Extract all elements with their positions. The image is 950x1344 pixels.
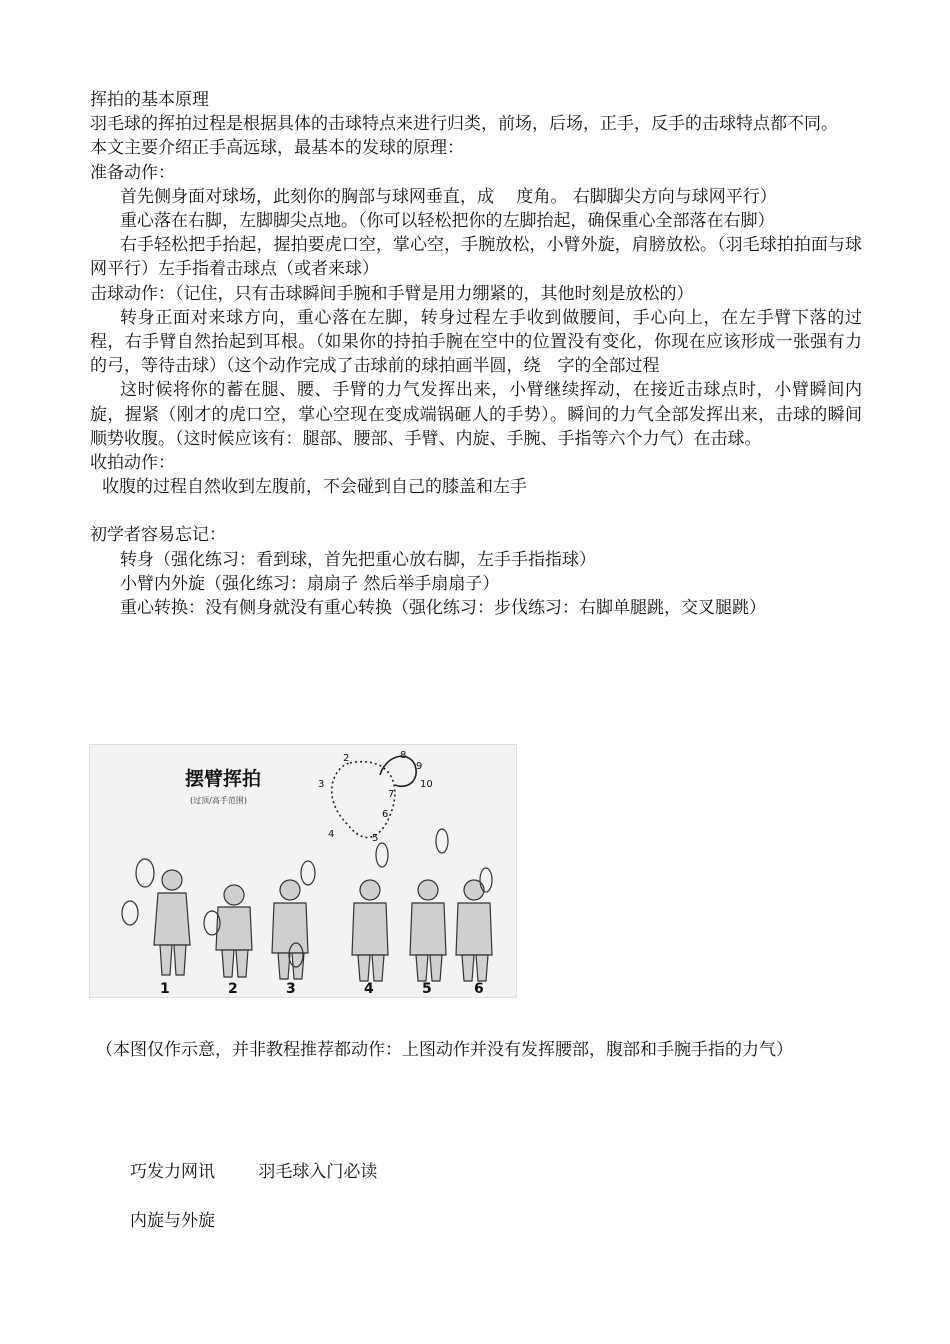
hit-step-2: 这时候将你的蓄在腿、腰、手臂的力气发挥出来，小臂继续挥动，在接近击球点时，小臂瞬间内旋，握紧（刚才的虎口空，掌心空现在变成端锅砸人的手势）。瞬间的力气全部发挥出来，击球的瞬间顺势收腹。（这时候应该有：腿部、腰部、手臂、内旋、手腕、手指等六个力气）在击球。 xyxy=(90,380,862,449)
prep-heading: 准备动作： xyxy=(90,162,175,183)
spacer xyxy=(90,499,862,523)
orbit-label: 10 xyxy=(420,779,433,790)
link-badminton-intro[interactable]: 羽毛球入门必读 xyxy=(258,1162,378,1182)
step-label: 2 xyxy=(228,981,238,997)
link-pronation-supination[interactable]: 内旋与外旋 xyxy=(130,1211,215,1231)
follow-heading: 收拍动作： xyxy=(90,453,175,474)
hit-step-1: 转身正面对来球方向，重心落在左脚，转身过程左手收到做腰间，手心向上，在左手臂下落的过程，右手臂自然抬起到耳根。（如果你的持拍手腕在空中的位置没有变化，你现在应该形成一张强有力的弓，等待击球）（这个动作完成了击球前的球拍画半圆，绕 字的全部过程 xyxy=(90,307,862,377)
orbit-label: 8 xyxy=(400,750,407,761)
step-label: 4 xyxy=(364,981,374,997)
beginner-tip-2: 小臂内外旋（强化练习：扇扇子 然后举手扇扇子） xyxy=(120,573,500,594)
intro-paragraph: 羽毛球的挥拍过程是根据具体的击球特点来进行归类，前场，后场，正手，反手的击球特点都不同。 xyxy=(90,114,838,135)
beginner-tip-3: 重心转换：没有侧身就没有重心转换（强化练习：步伐练习：右脚单腿跳，交叉腿跳） xyxy=(120,598,766,619)
orbit-label: 3 xyxy=(318,779,325,790)
link-qiaofali[interactable]: 巧发力网讯 xyxy=(130,1162,215,1182)
orbit-label: 9 xyxy=(416,761,423,772)
beginner-tip-1: 转身（强化练习：看到球，首先把重心放右脚，左手手指指球） xyxy=(120,549,596,570)
prep-step-3: 右手轻松把手抬起，握拍要虎口空，掌心空，手腕放松，小臂外旋，肩膀放松。（羽毛球拍拍面与球网平行）左手指着击球点（或者来球） xyxy=(90,235,862,280)
orbit-label: 6 xyxy=(382,809,389,820)
intro-paragraph-2: 本文主要介绍正手高远球，最基本的发球的原理： xyxy=(90,138,464,159)
step-label: 3 xyxy=(286,981,296,997)
doc-title: 挥拍的基本原理 xyxy=(90,90,209,110)
prep-step-1: 首先侧身面对球场，此刻你的胸部与球网垂直，成 度角。 右脚脚尖方向与球网平行） xyxy=(120,186,777,207)
prep-step-2: 重心落在右脚，左脚脚尖点地。（你可以轻松把你的左脚抬起，确保重心全部落在右脚） xyxy=(120,211,775,232)
document-body xyxy=(90,88,862,620)
swing-diagram-figure xyxy=(89,744,517,998)
figure-title: 摆臂挥拍 xyxy=(185,768,262,790)
figure-caption: （本图仅作示意，并非教程推荐都动作：上图动作并没有发挥腰部，腹部和手腕手指的力气） xyxy=(96,1040,793,1060)
orbit-label: 7 xyxy=(388,789,395,800)
figure-subtitle: (过顶/高手范围) xyxy=(190,796,247,805)
beginner-heading: 初学者容易忘记： xyxy=(90,525,226,546)
step-label: 5 xyxy=(422,981,432,997)
step-label: 1 xyxy=(160,981,170,997)
orbit-label: 5 xyxy=(372,833,379,844)
footer-links xyxy=(130,1157,377,1182)
orbit-label: 4 xyxy=(328,829,335,840)
swing-diagram xyxy=(90,745,516,997)
hit-heading: 击球动作：（记住，只有击球瞬间手腕和手臂是用力绷紧的，其他时刻是放松的） xyxy=(90,283,694,304)
step-label: 6 xyxy=(474,981,484,997)
orbit-label: 2 xyxy=(343,753,350,764)
follow-step-1: 收腹的过程自然收到左腹前，不会碰到自己的膝盖和左手 xyxy=(102,477,527,498)
